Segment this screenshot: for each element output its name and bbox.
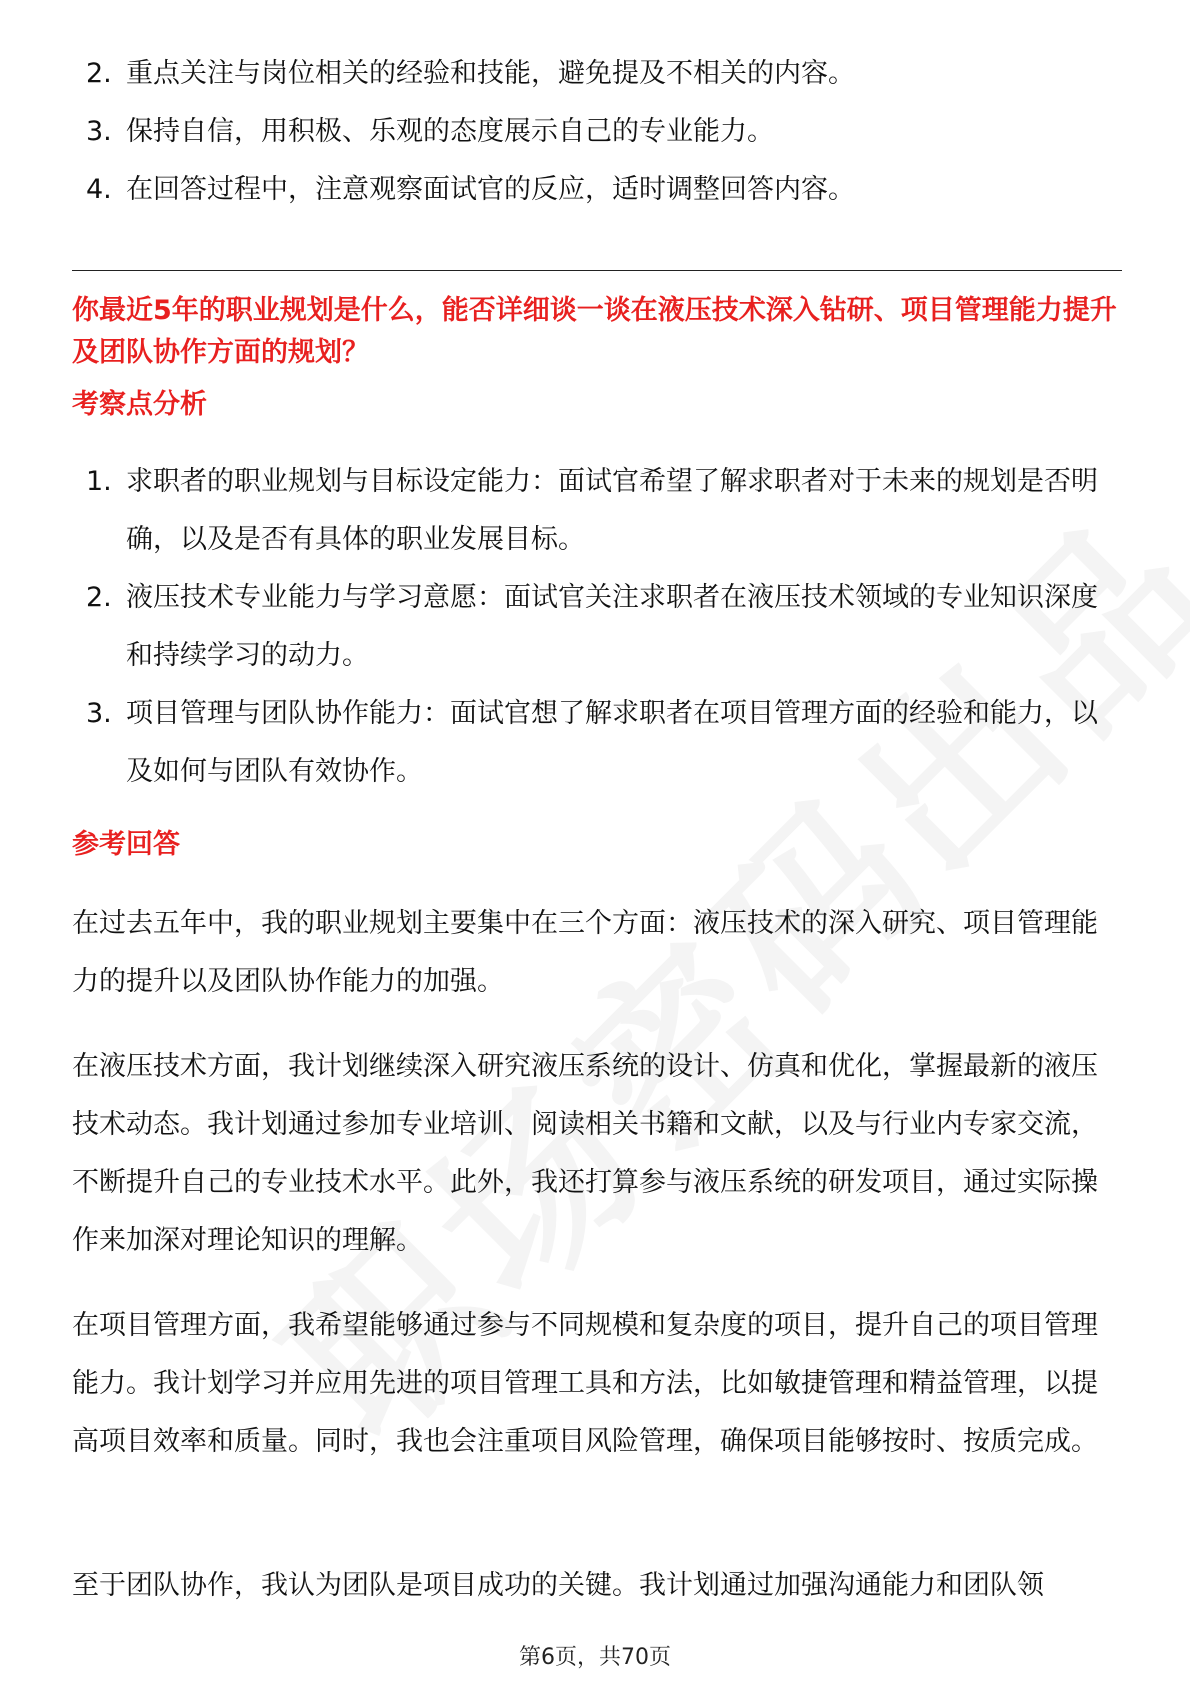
answer-paragraph: 在过去五年中，我的职业规划主要集中在三个方面：液压技术的深入研究、项目管理能力的提升以及团队协作能力的加强。 [72,908,1098,997]
question-heading: 你最近5年的职业规划是什么，能否详细谈一谈在液压技术深入钻研、项目管理能力提升及团队协作方面的规划？ [72,295,1117,368]
list-item-number: 3. [86,116,112,147]
list-item [72,569,1122,685]
list-item-number: 2. [86,58,112,89]
list-item [72,161,1122,219]
list-item-number: 3. [86,698,112,729]
list-item [72,45,1122,103]
list-item-text: 保持自信，用积极、乐观的态度展示自己的专业能力。 [126,116,774,147]
list-item-text: 液压技术专业能力与学习意愿：面试官关注求职者在液压技术领域的专业知识深度和持续学习的动力。 [126,582,1098,671]
answer-paragraph: 在项目管理方面，我希望能够通过参与不同规模和复杂度的项目，提升自己的项目管理能力。我计划学习并应用先进的项目管理工具和方法，比如敏捷管理和精益管理，以提高项目效率和质量。同时，我也会注重项目风险管理，确保项目能够按时、按质完成。 [72,1310,1098,1457]
list-item-text: 在回答过程中，注意观察面试官的反应，适时调整回答内容。 [126,174,855,205]
list-item [72,453,1122,569]
tips-list [72,45,1122,219]
analysis-list [72,453,1122,801]
page-footer: 第6页，共70页 [519,1645,671,1670]
list-item-number: 4. [86,174,112,205]
list-item-number: 2. [86,582,112,613]
list-item-text: 重点关注与岗位相关的经验和技能，避免提及不相关的内容。 [126,58,855,89]
list-item [72,103,1122,161]
list-item-text: 项目管理与团队协作能力：面试官想了解求职者在项目管理方面的经验和能力，以及如何与团队有效协作。 [126,698,1098,787]
list-item-number: 1. [86,466,112,497]
section-divider [72,270,1122,271]
document-page [72,0,1122,1684]
answer-paragraph: 至于团队协作，我认为团队是项目成功的关键。我计划通过加强沟通能力和团队领 [72,1570,1044,1601]
list-item-text: 求职者的职业规划与目标设定能力：面试官希望了解求职者对于未来的规划是否明确，以及是否有具体的职业发展目标。 [126,466,1098,555]
list-item [72,685,1122,801]
answer-title: 参考回答 [72,829,180,860]
answer-paragraph: 在液压技术方面，我计划继续深入研究液压系统的设计、仿真和优化，掌握最新的液压技术动态。我计划通过参加专业培训、阅读相关书籍和文献，以及与行业内专家交流，不断提升自己的专业技术水平。此外，我还打算参与液压系统的研发项目，通过实际操作来加深对理论知识的理解。 [72,1051,1098,1256]
analysis-title: 考察点分析 [72,389,207,420]
